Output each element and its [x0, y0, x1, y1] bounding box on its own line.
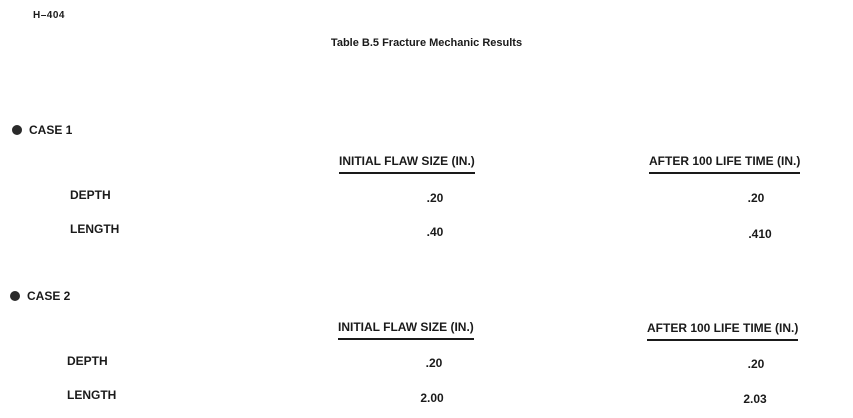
table-title: Table B.5 Fracture Mechanic Results	[330, 37, 523, 49]
case-2-row-length-label: LENGTH	[67, 388, 117, 402]
case-2-after-header: AFTER 100 LIFE TIME (IN.)	[647, 321, 798, 341]
page-id: H–404	[33, 10, 65, 21]
case-1-depth-after: .20	[747, 191, 765, 205]
case-1-row-depth-label: DEPTH	[70, 188, 111, 202]
case-2-length-after: 2.03	[743, 392, 767, 406]
case-1-heading	[12, 123, 72, 137]
case-1-label: CASE 1	[29, 123, 73, 137]
case-2-row-depth-label: DEPTH	[67, 354, 108, 368]
case-1-after-header: AFTER 100 LIFE TIME (IN.)	[649, 154, 800, 174]
bullet-icon	[10, 291, 20, 301]
case-1-length-initial: .40	[426, 225, 444, 239]
bullet-icon	[12, 125, 22, 135]
case-2-initial-header: INITIAL FLAW SIZE (IN.)	[338, 320, 474, 340]
case-2-length-initial: 2.00	[420, 391, 444, 405]
case-1-initial-header: INITIAL FLAW SIZE (IN.)	[339, 154, 475, 174]
case-2-depth-after: .20	[747, 357, 765, 371]
case-1-row-length-label: LENGTH	[70, 222, 120, 236]
case-1-length-after: .410	[748, 227, 772, 241]
case-1-depth-initial: .20	[426, 191, 444, 205]
case-2-depth-initial: .20	[425, 356, 443, 370]
case-2-heading	[10, 289, 70, 303]
case-2-label: CASE 2	[27, 289, 71, 303]
